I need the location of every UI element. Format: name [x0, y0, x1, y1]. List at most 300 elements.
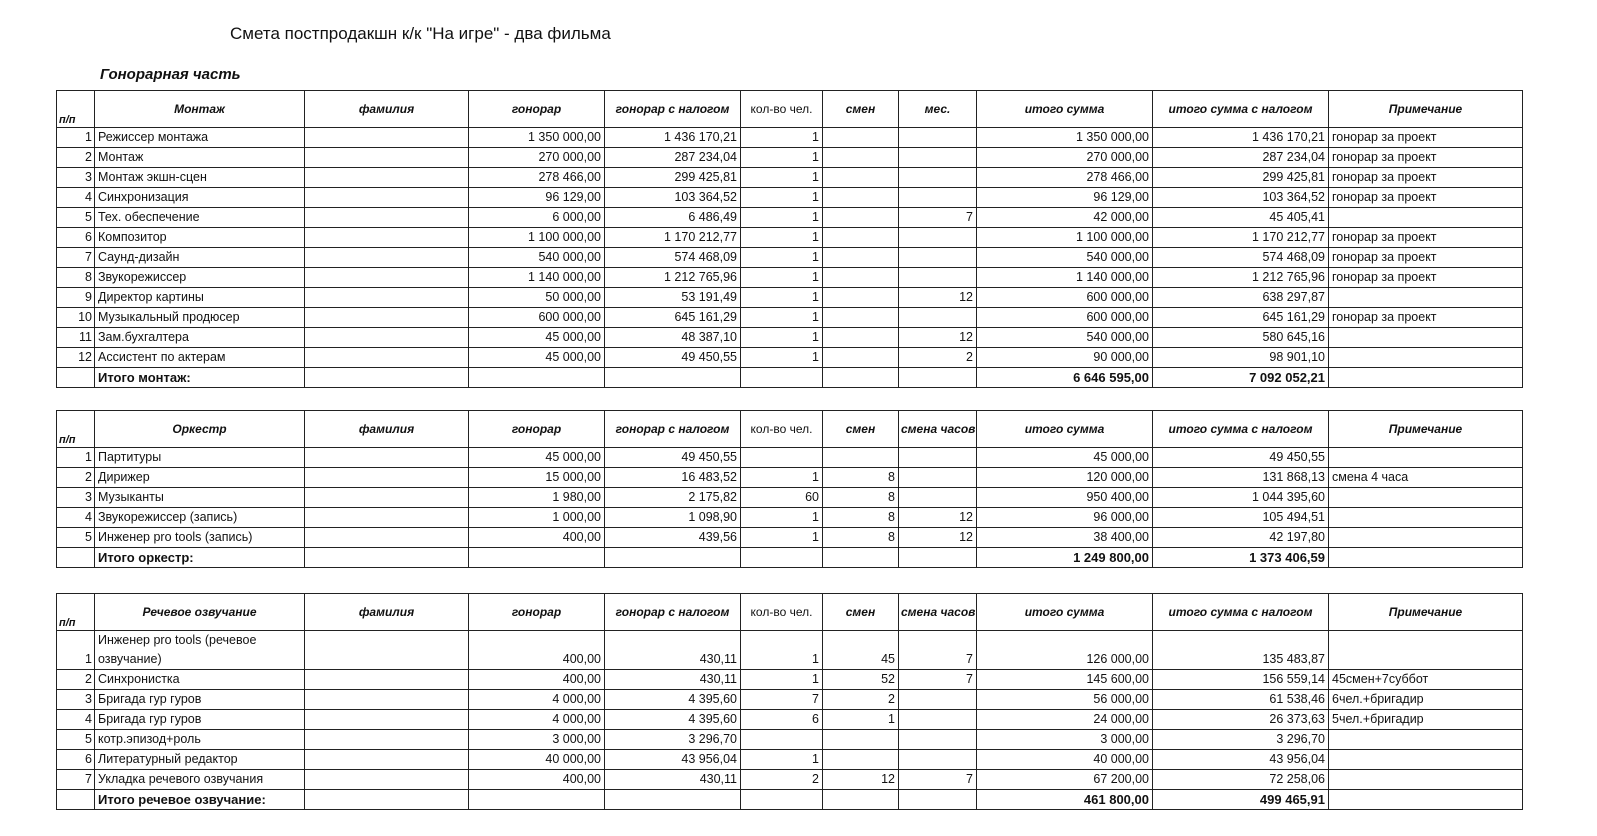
col-shifts-cell: [823, 448, 899, 468]
col-total-tax-cell: 103 364,52: [1153, 188, 1329, 208]
col-total-tax-cell: 105 494,51: [1153, 508, 1329, 528]
total-label: Итого оркестр:: [95, 548, 305, 568]
col-total-cell: 950 400,00: [977, 488, 1153, 508]
col-total-tax-cell: 1 170 212,77: [1153, 228, 1329, 248]
header-col-note: Примечание: [1329, 411, 1523, 448]
col-fee-cell: 45 000,00: [469, 328, 605, 348]
col-shifts-cell: [823, 328, 899, 348]
table-row: [57, 348, 1523, 368]
col-shifts-cell: 8: [823, 508, 899, 528]
header-col-item: Монтаж: [95, 91, 305, 128]
col-fee-tax-cell: 287 234,04: [605, 148, 741, 168]
orchestra-table: [56, 410, 1523, 568]
col-index-cell: 9: [57, 288, 95, 308]
col-index-cell: 4: [57, 710, 95, 730]
header-col-fee: гонорар: [469, 411, 605, 448]
table-row: [57, 228, 1523, 248]
col-total-tax-cell: 61 538,46: [1153, 690, 1329, 710]
col-shifts-cell: 45: [823, 631, 899, 670]
col-item-cell: Директор картины: [95, 288, 305, 308]
col-surname-cell: [305, 730, 469, 750]
col-total-cell: 90 000,00: [977, 348, 1153, 368]
col-note-cell: гонорар за проект: [1329, 268, 1523, 288]
col-item-cell: Литературный редактор: [95, 750, 305, 770]
col-item-cell: Зам.бухгалтера: [95, 328, 305, 348]
empty-cell: [469, 368, 605, 388]
col-surname-cell: [305, 468, 469, 488]
col-people-cell: 1: [741, 168, 823, 188]
col-period-cell: [899, 730, 977, 750]
col-fee-tax-cell: 2 175,82: [605, 488, 741, 508]
col-shifts-cell: [823, 148, 899, 168]
col-fee-tax-cell: 6 486,49: [605, 208, 741, 228]
col-fee-cell: 40 000,00: [469, 750, 605, 770]
col-surname-cell: [305, 168, 469, 188]
header-col-period: мес.: [899, 91, 977, 128]
header-col-period: смена часов: [899, 411, 977, 448]
col-shifts-cell: 52: [823, 670, 899, 690]
col-index-cell: 11: [57, 328, 95, 348]
table-row: [57, 248, 1523, 268]
header-col-surname: фамилия: [305, 411, 469, 448]
col-index-cell: 4: [57, 508, 95, 528]
col-note-cell: [1329, 488, 1523, 508]
table-row: [57, 770, 1523, 790]
total-sum-with-tax: 499 465,91: [1153, 790, 1329, 810]
table-row: [57, 690, 1523, 710]
table-row: [57, 508, 1523, 528]
col-item-cell: Звукорежиссер (запись): [95, 508, 305, 528]
empty-cell: [469, 790, 605, 810]
col-fee-tax-cell: 299 425,81: [605, 168, 741, 188]
col-period-cell: [899, 268, 977, 288]
empty-cell: [899, 548, 977, 568]
col-fee-cell: 3 000,00: [469, 730, 605, 750]
col-index-cell: 2: [57, 468, 95, 488]
total-sum: 461 800,00: [977, 790, 1153, 810]
col-index-cell: 8: [57, 268, 95, 288]
col-shifts-cell: 8: [823, 488, 899, 508]
col-total-cell: 145 600,00: [977, 670, 1153, 690]
empty-cell: [469, 548, 605, 568]
header-col-total-tax: итого сумма с налогом: [1153, 91, 1329, 128]
col-fee-cell: 1 100 000,00: [469, 228, 605, 248]
col-fee-tax-cell: 43 956,04: [605, 750, 741, 770]
col-item-cell: Синхронизация: [95, 188, 305, 208]
col-people-cell: 1: [741, 308, 823, 328]
col-surname-cell: [305, 248, 469, 268]
col-period-cell: [899, 468, 977, 488]
col-total-cell: 40 000,00: [977, 750, 1153, 770]
voice-dubbing-table: [56, 593, 1523, 810]
col-shifts-cell: [823, 288, 899, 308]
header-col-total-tax: итого сумма с налогом: [1153, 594, 1329, 631]
col-total-cell: 56 000,00: [977, 690, 1153, 710]
col-note-cell: 45смен+7суббот: [1329, 670, 1523, 690]
col-total-cell: 270 000,00: [977, 148, 1153, 168]
col-people-cell: 1: [741, 750, 823, 770]
col-fee-tax-cell: 1 436 170,21: [605, 128, 741, 148]
col-surname-cell: [305, 631, 469, 670]
table-row: [57, 670, 1523, 690]
col-fee-tax-cell: 4 395,60: [605, 710, 741, 730]
header-col-total: итого сумма: [977, 594, 1153, 631]
col-surname-cell: [305, 328, 469, 348]
total-row: [57, 368, 1523, 388]
col-index-cell: 2: [57, 670, 95, 690]
header-row: [57, 411, 1523, 448]
col-note-cell: [1329, 208, 1523, 228]
col-fee-cell: 50 000,00: [469, 288, 605, 308]
total-sum: 6 646 595,00: [977, 368, 1153, 388]
total-row: [57, 548, 1523, 568]
col-fee-cell: 45 000,00: [469, 448, 605, 468]
col-fee-tax-cell: 53 191,49: [605, 288, 741, 308]
table-row: [57, 468, 1523, 488]
empty-cell: [899, 790, 977, 810]
col-total-cell: 1 350 000,00: [977, 128, 1153, 148]
col-total-tax-cell: 1 044 395,60: [1153, 488, 1329, 508]
table-row: [57, 288, 1523, 308]
empty-cell: [741, 790, 823, 810]
table-row: [57, 148, 1523, 168]
header-col-note: Примечание: [1329, 91, 1523, 128]
col-period-cell: 2: [899, 348, 977, 368]
col-fee-tax-cell: 1 212 765,96: [605, 268, 741, 288]
col-note-cell: гонорар за проект: [1329, 188, 1523, 208]
col-fee-tax-cell: 1 098,90: [605, 508, 741, 528]
col-total-tax-cell: 3 296,70: [1153, 730, 1329, 750]
table-row: [57, 730, 1523, 750]
col-total-tax-cell: 1 436 170,21: [1153, 128, 1329, 148]
col-total-tax-cell: 1 212 765,96: [1153, 268, 1329, 288]
header-col-surname: фамилия: [305, 594, 469, 631]
col-people-cell: 1: [741, 148, 823, 168]
col-index-cell: 5: [57, 208, 95, 228]
header-col-item: Оркестр: [95, 411, 305, 448]
col-total-cell: 42 000,00: [977, 208, 1153, 228]
col-people-cell: 60: [741, 488, 823, 508]
col-shifts-cell: 2: [823, 690, 899, 710]
col-total-cell: 1 100 000,00: [977, 228, 1153, 248]
col-item-cell: Инженер pro tools (запись): [95, 528, 305, 548]
col-shifts-cell: 1: [823, 710, 899, 730]
col-period-cell: [899, 248, 977, 268]
col-total-tax-cell: 72 258,06: [1153, 770, 1329, 790]
col-total-tax-cell: 156 559,14: [1153, 670, 1329, 690]
table-row: [57, 488, 1523, 508]
col-fee-tax-cell: 645 161,29: [605, 308, 741, 328]
col-fee-tax-cell: 103 364,52: [605, 188, 741, 208]
col-note-cell: гонорар за проект: [1329, 308, 1523, 328]
col-fee-cell: 400,00: [469, 528, 605, 548]
col-index-cell: 1: [57, 631, 95, 670]
empty-cell: [605, 368, 741, 388]
col-surname-cell: [305, 348, 469, 368]
col-fee-cell: 1 980,00: [469, 488, 605, 508]
col-period-cell: [899, 188, 977, 208]
col-total-cell: 24 000,00: [977, 710, 1153, 730]
empty-cell: [57, 548, 95, 568]
col-note-cell: [1329, 508, 1523, 528]
col-period-cell: [899, 228, 977, 248]
col-shifts-cell: [823, 308, 899, 328]
col-note-cell: смена 4 часа: [1329, 468, 1523, 488]
col-surname-cell: [305, 770, 469, 790]
empty-cell: [899, 368, 977, 388]
col-total-cell: 38 400,00: [977, 528, 1153, 548]
col-item-cell: Музыканты: [95, 488, 305, 508]
col-people-cell: 1: [741, 248, 823, 268]
empty-cell: [305, 548, 469, 568]
col-surname-cell: [305, 690, 469, 710]
col-index-cell: 3: [57, 690, 95, 710]
col-shifts-cell: [823, 128, 899, 148]
total-row: [57, 790, 1523, 810]
col-note-cell: гонорар за проект: [1329, 168, 1523, 188]
col-people-cell: 1: [741, 508, 823, 528]
table-row: [57, 328, 1523, 348]
col-shifts-cell: [823, 188, 899, 208]
col-fee-cell: 6 000,00: [469, 208, 605, 228]
table-row: [57, 188, 1523, 208]
col-fee-tax-cell: 4 395,60: [605, 690, 741, 710]
col-people-cell: 1: [741, 128, 823, 148]
header-col-fee: гонорар: [469, 91, 605, 128]
col-period-cell: 7: [899, 208, 977, 228]
col-people-cell: 1: [741, 228, 823, 248]
header-col-people: кол-во чел.: [741, 411, 823, 448]
col-people-cell: 1: [741, 208, 823, 228]
section-heading: Гонорарная часть: [100, 66, 241, 83]
col-note-cell: 6чел.+бригадир: [1329, 690, 1523, 710]
col-surname-cell: [305, 670, 469, 690]
col-total-cell: 600 000,00: [977, 308, 1153, 328]
empty-cell: [1329, 548, 1523, 568]
col-total-tax-cell: 42 197,80: [1153, 528, 1329, 548]
col-period-cell: 12: [899, 508, 977, 528]
col-item-cell: Инженер pro tools (речевое озвучание): [95, 631, 305, 670]
col-note-cell: [1329, 328, 1523, 348]
table-row: [57, 128, 1523, 148]
col-period-cell: [899, 750, 977, 770]
empty-cell: [57, 368, 95, 388]
col-index-cell: 12: [57, 348, 95, 368]
col-people-cell: 1: [741, 328, 823, 348]
col-total-tax-cell: 98 901,10: [1153, 348, 1329, 368]
col-note-cell: [1329, 631, 1523, 670]
empty-cell: [57, 790, 95, 810]
table-row: [57, 710, 1523, 730]
col-surname-cell: [305, 188, 469, 208]
total-label: Итого монтаж:: [95, 368, 305, 388]
col-total-cell: 67 200,00: [977, 770, 1153, 790]
header-col-index: п/п: [57, 411, 95, 448]
total-sum-with-tax: 1 373 406,59: [1153, 548, 1329, 568]
col-period-cell: 7: [899, 770, 977, 790]
table-row: [57, 308, 1523, 328]
col-total-cell: 278 466,00: [977, 168, 1153, 188]
col-people-cell: 2: [741, 770, 823, 790]
col-item-cell: Синхронистка: [95, 670, 305, 690]
col-total-tax-cell: 43 956,04: [1153, 750, 1329, 770]
empty-cell: [823, 368, 899, 388]
empty-cell: [605, 548, 741, 568]
col-surname-cell: [305, 488, 469, 508]
col-surname-cell: [305, 750, 469, 770]
col-index-cell: 6: [57, 228, 95, 248]
col-fee-cell: 400,00: [469, 770, 605, 790]
col-note-cell: гонорар за проект: [1329, 128, 1523, 148]
col-fee-tax-cell: 430,11: [605, 631, 741, 670]
col-period-cell: 7: [899, 631, 977, 670]
col-fee-cell: 96 129,00: [469, 188, 605, 208]
col-item-cell: Музыкальный продюсер: [95, 308, 305, 328]
col-fee-tax-cell: 16 483,52: [605, 468, 741, 488]
empty-cell: [305, 368, 469, 388]
col-index-cell: 5: [57, 528, 95, 548]
header-col-index: п/п: [57, 91, 95, 128]
col-note-cell: [1329, 730, 1523, 750]
header-row: [57, 594, 1523, 631]
col-total-cell: 126 000,00: [977, 631, 1153, 670]
col-fee-cell: 1 350 000,00: [469, 128, 605, 148]
col-note-cell: 5чел.+бригадир: [1329, 710, 1523, 730]
header-col-total-tax: итого сумма с налогом: [1153, 411, 1329, 448]
table-row: [57, 631, 1523, 670]
col-index-cell: 3: [57, 488, 95, 508]
col-shifts-cell: 8: [823, 468, 899, 488]
col-total-tax-cell: 287 234,04: [1153, 148, 1329, 168]
col-note-cell: [1329, 770, 1523, 790]
table-row: [57, 208, 1523, 228]
col-period-cell: [899, 488, 977, 508]
empty-cell: [741, 548, 823, 568]
col-shifts-cell: [823, 208, 899, 228]
header-col-people: кол-во чел.: [741, 91, 823, 128]
col-index-cell: 1: [57, 128, 95, 148]
col-item-cell: Бригада гур гуров: [95, 710, 305, 730]
header-col-item: Речевое озвучание: [95, 594, 305, 631]
col-surname-cell: [305, 128, 469, 148]
empty-cell: [305, 790, 469, 810]
col-fee-tax-cell: 439,56: [605, 528, 741, 548]
col-total-tax-cell: 131 868,13: [1153, 468, 1329, 488]
table-row: [57, 268, 1523, 288]
header-col-surname: фамилия: [305, 91, 469, 128]
col-fee-cell: 4 000,00: [469, 690, 605, 710]
total-label: Итого речевое озвучание:: [95, 790, 305, 810]
col-item-cell: Композитор: [95, 228, 305, 248]
col-period-cell: 12: [899, 328, 977, 348]
col-surname-cell: [305, 710, 469, 730]
document-title: Смета постпродакшн к/к "На игре" - два фильма: [230, 24, 611, 43]
header-col-fee-tax: гонорар с налогом: [605, 411, 741, 448]
col-total-tax-cell: 26 373,63: [1153, 710, 1329, 730]
table-row: [57, 750, 1523, 770]
col-shifts-cell: [823, 348, 899, 368]
col-surname-cell: [305, 228, 469, 248]
col-people-cell: 1: [741, 468, 823, 488]
col-total-tax-cell: 580 645,16: [1153, 328, 1329, 348]
col-shifts-cell: [823, 248, 899, 268]
col-fee-tax-cell: 49 450,55: [605, 448, 741, 468]
col-fee-tax-cell: 48 387,10: [605, 328, 741, 348]
col-item-cell: Саунд-дизайн: [95, 248, 305, 268]
empty-cell: [1329, 790, 1523, 810]
header-col-people: кол-во чел.: [741, 594, 823, 631]
col-fee-cell: 278 466,00: [469, 168, 605, 188]
col-total-tax-cell: 135 483,87: [1153, 631, 1329, 670]
col-total-tax-cell: 299 425,81: [1153, 168, 1329, 188]
col-surname-cell: [305, 148, 469, 168]
header-col-total: итого сумма: [977, 91, 1153, 128]
col-note-cell: [1329, 288, 1523, 308]
col-item-cell: Тех. обеспечение: [95, 208, 305, 228]
col-fee-cell: 600 000,00: [469, 308, 605, 328]
col-shifts-cell: [823, 268, 899, 288]
table-row: [57, 448, 1523, 468]
col-shifts-cell: [823, 228, 899, 248]
col-people-cell: 1: [741, 288, 823, 308]
col-total-tax-cell: 45 405,41: [1153, 208, 1329, 228]
col-fee-cell: 15 000,00: [469, 468, 605, 488]
col-fee-cell: 400,00: [469, 631, 605, 670]
col-surname-cell: [305, 528, 469, 548]
col-shifts-cell: 8: [823, 528, 899, 548]
editing-table: [56, 90, 1523, 388]
header-col-shifts: смен: [823, 411, 899, 448]
col-shifts-cell: [823, 750, 899, 770]
col-people-cell: 6: [741, 710, 823, 730]
col-total-cell: 540 000,00: [977, 328, 1153, 348]
col-index-cell: 5: [57, 730, 95, 750]
col-people-cell: [741, 448, 823, 468]
header-col-fee-tax: гонорар с налогом: [605, 594, 741, 631]
total-sum: 1 249 800,00: [977, 548, 1153, 568]
col-surname-cell: [305, 448, 469, 468]
col-people-cell: 1: [741, 348, 823, 368]
col-total-tax-cell: 638 297,87: [1153, 288, 1329, 308]
col-total-cell: 1 140 000,00: [977, 268, 1153, 288]
col-total-tax-cell: 574 468,09: [1153, 248, 1329, 268]
table-row: [57, 528, 1523, 548]
header-col-total: итого сумма: [977, 411, 1153, 448]
col-total-cell: 3 000,00: [977, 730, 1153, 750]
header-col-fee-tax: гонорар с налогом: [605, 91, 741, 128]
col-fee-cell: 1 140 000,00: [469, 268, 605, 288]
col-fee-cell: 45 000,00: [469, 348, 605, 368]
col-surname-cell: [305, 268, 469, 288]
col-note-cell: гонорар за проект: [1329, 248, 1523, 268]
col-fee-cell: 540 000,00: [469, 248, 605, 268]
col-people-cell: 1: [741, 528, 823, 548]
col-note-cell: гонорар за проект: [1329, 228, 1523, 248]
col-period-cell: [899, 448, 977, 468]
col-item-cell: Ассистент по актерам: [95, 348, 305, 368]
col-people-cell: 1: [741, 188, 823, 208]
col-period-cell: [899, 710, 977, 730]
col-fee-tax-cell: 1 170 212,77: [605, 228, 741, 248]
col-note-cell: гонорар за проект: [1329, 148, 1523, 168]
col-item-cell: Монтаж: [95, 148, 305, 168]
col-period-cell: 7: [899, 670, 977, 690]
col-fee-cell: 400,00: [469, 670, 605, 690]
col-index-cell: 7: [57, 248, 95, 268]
empty-cell: [1329, 368, 1523, 388]
col-item-cell: Укладка речевого озвучания: [95, 770, 305, 790]
col-fee-cell: 4 000,00: [469, 710, 605, 730]
